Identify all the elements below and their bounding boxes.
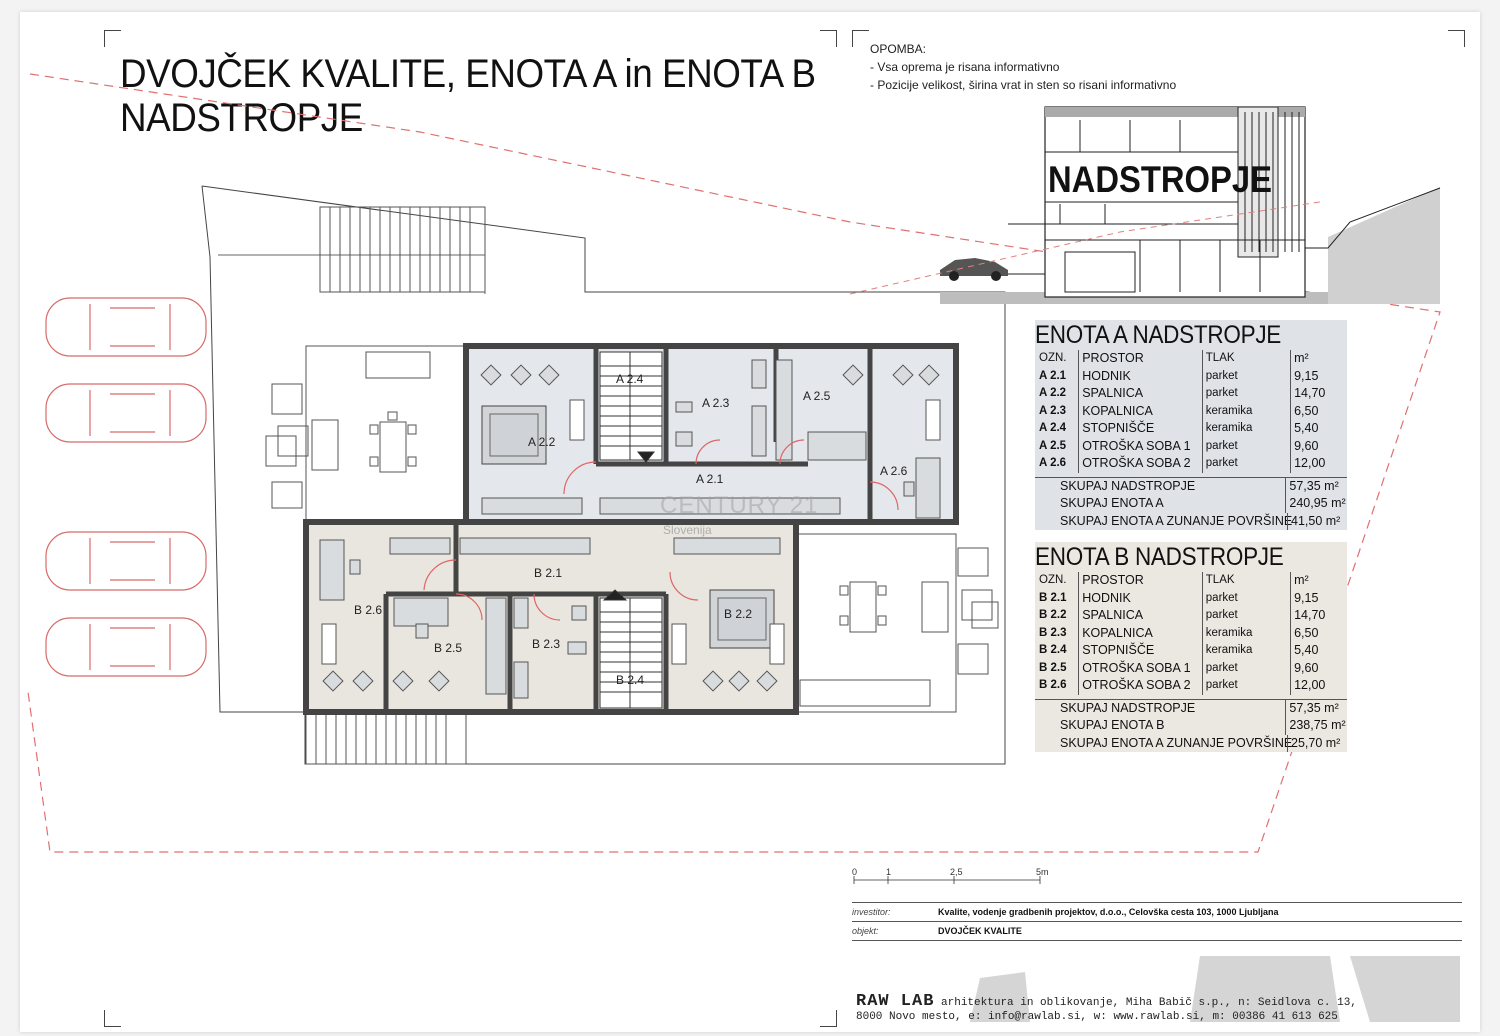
- cell: 6,50: [1290, 625, 1347, 643]
- header-cell: TLAK: [1202, 350, 1290, 368]
- cell: STOPNIŠČE: [1078, 420, 1202, 438]
- sum-value: 238,75 m²: [1285, 717, 1347, 735]
- table-row: [1035, 403, 1347, 421]
- cell: 9,15: [1290, 590, 1347, 608]
- investor-row: [852, 902, 1462, 922]
- outdoor-stairs-south: [306, 712, 466, 764]
- sum-label: SKUPAJ ENOTA A: [1060, 496, 1164, 510]
- cell: A 2.1: [1039, 369, 1067, 382]
- header-cell: TLAK: [1202, 572, 1290, 590]
- cell: parket: [1202, 455, 1290, 473]
- parking-cars: [46, 298, 206, 676]
- note-line-2: - Pozicije velikost, širina vrat in sten so risani informativno: [870, 78, 1177, 92]
- room-label-a21: A 2.1: [696, 472, 724, 486]
- cell: parket: [1202, 607, 1290, 625]
- architect-logo: RAW LAB: [856, 992, 935, 1011]
- sum-value: 57,35 m²: [1285, 700, 1347, 718]
- architect-line-1: arhitektura in oblikovanje, Miha Babič s.p., n: Seidlova c. 13,: [941, 997, 1357, 1009]
- table-row: [1035, 625, 1347, 643]
- sum-value: 57,35 m²: [1285, 478, 1347, 496]
- cell: SPALNICA: [1078, 385, 1202, 403]
- investor-value: Kvalite, vodenje gradbenih projektov, d.o.o., Celovška cesta 103, 1000 Ljubljana: [938, 907, 1279, 917]
- cell: 9,15: [1290, 368, 1347, 386]
- sum-value: 41,50 m²: [1287, 513, 1347, 531]
- header-cell: m²: [1290, 572, 1347, 590]
- scale-bar: [854, 876, 1040, 884]
- car: [46, 384, 206, 442]
- watermark-brand: CENTURY 21: [660, 492, 819, 519]
- room-label-b24: B 2.4: [616, 673, 645, 687]
- table-header: [1035, 350, 1347, 368]
- cell: HODNIK: [1078, 368, 1202, 386]
- object-value: DVOJČEK KVALITE: [938, 926, 1022, 936]
- terrace-west: [266, 346, 466, 522]
- header-cell: PROSTOR: [1078, 572, 1202, 590]
- table-row: [1035, 385, 1347, 403]
- sum-row: [1035, 700, 1347, 718]
- sum-value: 240,95 m²: [1285, 495, 1347, 513]
- scale-tick-label: 1: [886, 867, 892, 877]
- cell: 9,60: [1290, 438, 1347, 456]
- cell: OTROŠKA SOBA 2: [1078, 677, 1202, 695]
- outdoor-stairs: [320, 207, 485, 292]
- note-line-1: - Vsa oprema je risana informativno: [870, 60, 1060, 74]
- car: [46, 298, 206, 356]
- cell: A 2.4: [1039, 422, 1067, 434]
- sum-label: SKUPAJ NADSTROPJE: [1060, 478, 1196, 493]
- cell: SPALNICA: [1078, 607, 1202, 625]
- table-row: [1035, 438, 1347, 456]
- header-cell: OZN.: [1039, 574, 1067, 586]
- cell: keramika: [1202, 403, 1290, 421]
- cell: OTROŠKA SOBA 2: [1078, 455, 1202, 473]
- elevation-label: NADSTROPJE: [1048, 159, 1272, 200]
- scale-tick-label: 5m: [1036, 867, 1049, 877]
- cell: A 2.5: [1039, 439, 1067, 452]
- sum-row: [1035, 495, 1347, 513]
- unit-b: [306, 522, 796, 712]
- table-title: ENOTA A NADSTROPJE: [1035, 321, 1282, 349]
- cell: B 2.5: [1039, 661, 1067, 674]
- cell: 12,00: [1290, 677, 1347, 695]
- cell: B 2.1: [1039, 591, 1067, 604]
- scale-tick-label: 0: [852, 867, 858, 877]
- cell: A 2.2: [1039, 387, 1067, 399]
- table-row: [1035, 455, 1347, 473]
- area-table-unit-b: [1035, 542, 1347, 752]
- cell: 14,70: [1290, 385, 1347, 403]
- cell: parket: [1202, 677, 1290, 695]
- table-row: [1035, 590, 1347, 608]
- cell: keramika: [1202, 642, 1290, 660]
- cell: STOPNIŠČE: [1078, 642, 1202, 660]
- cell: A 2.3: [1039, 404, 1067, 417]
- cell: KOPALNICA: [1078, 625, 1202, 643]
- site-wall: [218, 255, 485, 294]
- sum-label: SKUPAJ ENOTA A ZUNANJE POVRŠINE: [1060, 735, 1293, 750]
- cell: keramika: [1202, 420, 1290, 438]
- car: [46, 532, 206, 590]
- cell: 12,00: [1290, 455, 1347, 473]
- header-cell: PROSTOR: [1078, 350, 1202, 368]
- sum-row: [1035, 478, 1347, 496]
- cell: HODNIK: [1078, 590, 1202, 608]
- object-row: [852, 922, 1462, 941]
- cell: B 2.4: [1039, 644, 1067, 656]
- elevation-sketch: [850, 107, 1440, 304]
- cell: parket: [1202, 590, 1290, 608]
- room-label-a22: A 2.2: [528, 435, 556, 449]
- room-label-b22: B 2.2: [724, 607, 753, 621]
- cell: B 2.2: [1039, 609, 1067, 621]
- architect-line-2: 8000 Novo mesto, e: info@rawlab.si, w: www.rawlab.si, m: 00386 41 613 625: [856, 1011, 1338, 1023]
- cell: parket: [1202, 660, 1290, 678]
- room-label-a23: A 2.3: [702, 396, 730, 410]
- watermark-sub: Slovenija: [663, 523, 712, 537]
- cell: 5,40: [1290, 420, 1347, 438]
- sum-label: SKUPAJ ENOTA A ZUNANJE POVRŠINE: [1060, 513, 1293, 528]
- table-row: [1035, 642, 1347, 660]
- title-block: [852, 902, 1462, 941]
- architect-block: [856, 992, 1357, 1023]
- room-label-b26: B 2.6: [354, 603, 383, 617]
- header-cell: OZN.: [1039, 352, 1067, 364]
- cell: OTROŠKA SOBA 1: [1078, 660, 1202, 678]
- sum-value: 25,70 m²: [1287, 735, 1347, 753]
- table-row: [1035, 607, 1347, 625]
- table-row: [1035, 368, 1347, 386]
- cell: parket: [1202, 368, 1290, 386]
- cell: B 2.6: [1039, 679, 1067, 691]
- cell: 9,60: [1290, 660, 1347, 678]
- cell: A 2.6: [1039, 457, 1067, 469]
- cell: parket: [1202, 438, 1290, 456]
- table-title: ENOTA B NADSTROPJE: [1035, 543, 1284, 571]
- drawing-sheet: [20, 12, 1480, 1032]
- cell: parket: [1202, 385, 1290, 403]
- area-table-unit-a: [1035, 320, 1347, 530]
- sum-row: [1035, 513, 1347, 531]
- terrace-east: [796, 534, 998, 712]
- room-label-b21: B 2.1: [534, 566, 563, 580]
- cell: 14,70: [1290, 607, 1347, 625]
- room-label-b25: B 2.5: [434, 641, 463, 655]
- table-row: [1035, 420, 1347, 438]
- note-heading: OPOMBA:: [870, 42, 927, 56]
- cell: OTROŠKA SOBA 1: [1078, 438, 1202, 456]
- investor-label: investitor:: [852, 907, 891, 917]
- cell: 6,50: [1290, 403, 1347, 421]
- stairs-a: [600, 352, 662, 462]
- cell: B 2.3: [1039, 626, 1067, 639]
- cell: keramika: [1202, 625, 1290, 643]
- car: [46, 618, 206, 676]
- header-cell: m²: [1290, 350, 1347, 368]
- sum-row: [1035, 735, 1347, 753]
- cell: KOPALNICA: [1078, 403, 1202, 421]
- table-row: [1035, 677, 1347, 695]
- title-line-2: NADSTROPJE: [120, 96, 363, 140]
- room-label-b23: B 2.3: [532, 637, 561, 651]
- room-label-a25: A 2.5: [803, 389, 831, 403]
- sum-row: [1035, 717, 1347, 735]
- table-header: [1035, 572, 1347, 590]
- room-label-a26: A 2.6: [880, 464, 908, 478]
- sum-label: SKUPAJ NADSTROPJE: [1060, 700, 1196, 715]
- scale-tick-label: 2,5: [950, 867, 963, 877]
- room-label-a24: A 2.4: [616, 372, 644, 386]
- sum-label: SKUPAJ ENOTA B: [1060, 718, 1165, 732]
- table-row: [1035, 660, 1347, 678]
- title-line-1: DVOJČEK KVALITE, ENOTA A in ENOTA B: [120, 52, 816, 96]
- stairs-b: [600, 590, 662, 708]
- object-label: objekt:: [852, 926, 879, 936]
- cell: 5,40: [1290, 642, 1347, 660]
